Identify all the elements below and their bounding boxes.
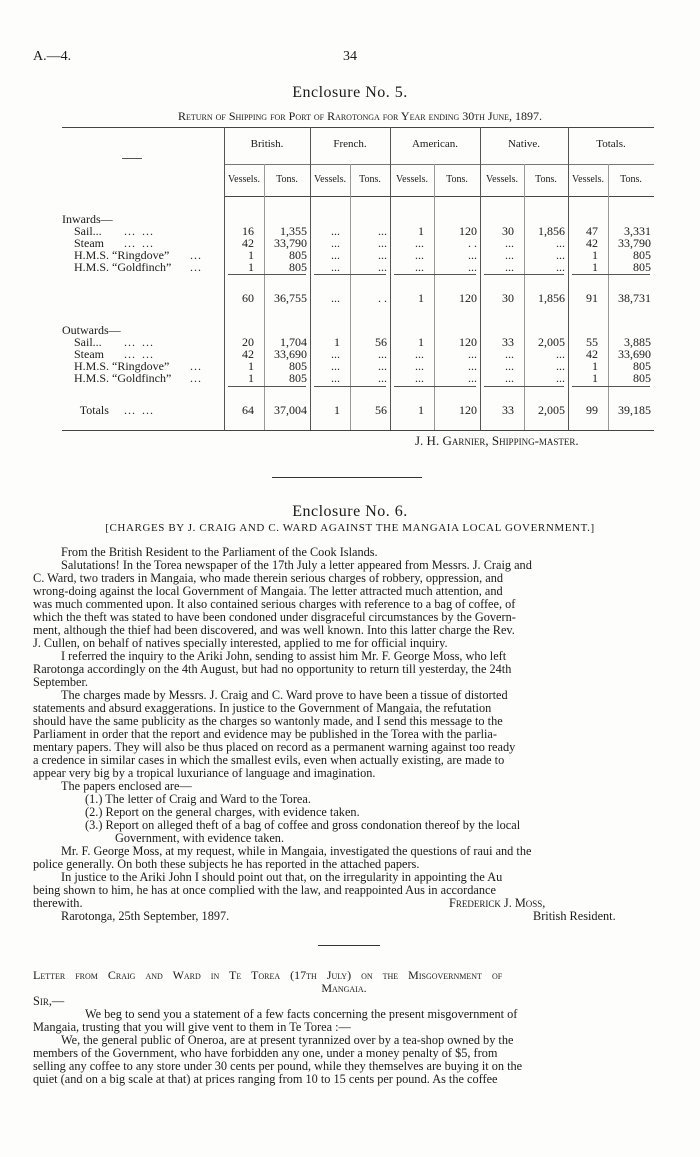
place-date-text: Rarotonga, 25th September, 1897. — [61, 910, 230, 923]
table-cell: 36,755 — [274, 291, 307, 305]
text-line: The papers enclosed are— — [61, 780, 192, 793]
table-cell: 60 — [242, 291, 254, 305]
subheader-vessels: Vessels. — [228, 174, 260, 185]
table-cell: ... — [505, 371, 514, 385]
table-cell: 1,856 — [538, 224, 565, 238]
sum-rule — [484, 274, 564, 275]
table-cell: 56 — [375, 403, 387, 417]
table-cell: ... — [556, 260, 565, 274]
return-title: Return of Shipping for Port of Rarotonga for Year ending 30th June, 1897. — [177, 109, 543, 123]
row-label: Steam — [62, 236, 104, 250]
table-cell: 120 — [459, 403, 477, 417]
table-subheader-rule — [224, 196, 654, 197]
table-cell: 1 — [418, 224, 424, 238]
subheader-vessels: Vessels. — [396, 174, 428, 185]
sum-rule — [314, 386, 386, 387]
leader-dots: ... — [190, 359, 202, 373]
leader-dots: ... ... — [124, 236, 154, 250]
leader-dots: ... — [190, 260, 202, 274]
table-cell: ... — [556, 248, 565, 262]
table-cell: 42 — [586, 236, 598, 250]
text-line: mentary papers. They will also be thus placed on record as a permanent warning against too ready — [33, 741, 516, 754]
table-cell: ... — [378, 371, 387, 385]
letter-heading: Mangaia. — [321, 982, 367, 995]
table-cell: 91 — [586, 291, 598, 305]
table-cell: ... — [331, 347, 340, 361]
column-group-header: British. — [250, 138, 284, 150]
text-line: Rarotonga accordingly on the 4th August, but had no opportunity to return till yesterday, the 24th — [33, 663, 512, 676]
table-cell: 2,005 — [538, 403, 565, 417]
text-line: being shown to him, he has at once complied with the law, and reappointed Aus in accordance — [33, 884, 496, 897]
table-cell: 1 — [248, 248, 254, 262]
table-cell: ... — [415, 347, 424, 361]
table-cell: ... — [378, 248, 387, 262]
shipping-master-signature: J. H. Garnier, Shipping-master. — [415, 433, 579, 448]
text-line: police generally. On both these subjects he has reported in the attached papers. — [33, 858, 420, 871]
table-cell: . . — [378, 291, 387, 305]
table-cell: 33,790 — [274, 236, 307, 250]
table-cell: 1,856 — [538, 291, 565, 305]
table-cell: 805 — [633, 248, 651, 262]
table-cell: 1 — [592, 260, 598, 274]
row-label: H.M.S. “Ringdove” — [62, 359, 170, 373]
table-cell: ... — [378, 347, 387, 361]
text-line: should have the same publicity as the charges so wantonly made, and I send this message to the — [33, 715, 503, 728]
table-cell: ... — [505, 236, 514, 250]
table-cell: ... — [378, 359, 387, 373]
table-cell: 33,690 — [274, 347, 307, 361]
table-cell: ... — [468, 359, 477, 373]
table-cell: ... — [378, 260, 387, 274]
column-group-header: French. — [333, 138, 367, 150]
table-cell: 1 — [418, 291, 424, 305]
leader-dots: ... ... — [124, 224, 154, 238]
subheader-vessels: Vessels. — [486, 174, 518, 185]
document-code: A.—4. — [33, 49, 72, 64]
text-line: wrong-doing against the local Government of Mangaia. The letter attracted much attention, and — [33, 585, 503, 598]
text-line: statements and absurd exaggerations. In justice to the Government of Mangaia, the refutation — [33, 702, 492, 715]
table-cell: 120 — [459, 335, 477, 349]
page-number: 34 — [343, 49, 357, 64]
table-cell: ... — [415, 260, 424, 274]
table-cell: 1,704 — [280, 335, 307, 349]
enclosure-5-title: Enclosure No. 5. — [292, 84, 408, 101]
subheader-tons: Tons. — [276, 174, 298, 185]
table-cell: 33,690 — [618, 347, 651, 361]
table-cell: 1 — [334, 335, 340, 349]
table-cell: 42 — [242, 347, 254, 361]
column-rule — [480, 127, 481, 430]
table-cell: 1 — [592, 371, 598, 385]
table-cell: ... — [505, 260, 514, 274]
table-cell: ... — [415, 248, 424, 262]
row-label: H.M.S. “Ringdove” — [62, 248, 170, 262]
text-line: J. Cullen, on behalf of natives specially interested, applied to me for official inquiry. — [33, 637, 448, 650]
table-cell: ... — [505, 248, 514, 262]
column-rule — [224, 127, 225, 430]
table-cell: ... — [556, 371, 565, 385]
list-item-line: (2.) Report on the general charges, with evidence taken. — [85, 806, 360, 819]
row-label: Steam — [62, 347, 104, 361]
subheader-tons: Tons. — [446, 174, 468, 185]
table-cell: ... — [468, 371, 477, 385]
table-cell: ... — [331, 224, 340, 238]
letter-body — [33, 969, 655, 1086]
stub-dash — [122, 158, 142, 159]
table-cell: 42 — [586, 347, 598, 361]
text-line: appear very big by a tropical luxuriance of language and imagination. — [33, 767, 376, 780]
text-line: C. Ward, two traders in Mangaia, who made therein serious charges of robbery, oppression, and — [33, 572, 504, 585]
resident-title: British Resident. — [533, 910, 616, 923]
table-bottom-rule — [62, 430, 654, 431]
row-label: Totals — [62, 403, 109, 417]
table-cell: . . — [468, 236, 477, 250]
text-line: I referred the inquiry to the Ariki John, sending to assist him Mr. F. George Moss, who left — [61, 650, 507, 663]
list-item-line: (1.) The letter of Craig and Ward to the Torea. — [85, 793, 311, 806]
table-cell: 805 — [633, 371, 651, 385]
table-cell: 805 — [633, 359, 651, 373]
sum-rule — [572, 386, 650, 387]
sum-rule — [314, 274, 386, 275]
text-line: We beg to send you a statement of a few facts concerning the present misgovernment of — [85, 1008, 518, 1021]
table-cell: 47 — [586, 224, 598, 238]
table-cell: 1 — [334, 403, 340, 417]
table-cell: 1 — [248, 371, 254, 385]
table-cell: ... — [556, 347, 565, 361]
table-cell: 3,331 — [624, 224, 651, 238]
table-cell: ... — [331, 359, 340, 373]
text-line: In justice to the Ariki John I should point out that, on the irregularity in appointing the Au — [61, 871, 503, 884]
table-cell: 37,004 — [274, 403, 307, 417]
column-group-header: Native. — [507, 138, 541, 150]
text-line: selling any coffee to any store under 30 cents per pound, while they themselves are buying it on the — [33, 1060, 523, 1073]
table-cell: ... — [468, 347, 477, 361]
sum-rule — [484, 386, 564, 387]
table-cell: 39,185 — [618, 403, 651, 417]
leader-dots: ... — [190, 248, 202, 262]
table-header-rule — [224, 164, 654, 165]
leader-dots: ... ... — [124, 403, 154, 417]
list-item-line: Government, with evidence taken. — [115, 832, 285, 845]
text-line: ment, although the thief had been discovered, and was well known. Into this latter charge the Rev. — [33, 624, 515, 637]
table-cell: 1 — [248, 359, 254, 373]
table-cell: ... — [468, 260, 477, 274]
table-cell: ... — [331, 371, 340, 385]
text-line: a credence in similar cases in which the smallest evils, even when actually existing, are made to — [33, 754, 505, 767]
subtotal-row — [62, 292, 654, 304]
table-cell: ... — [331, 236, 340, 250]
text-line: which the theft was stated to have been condoned under disgraceful circumstances by the Govern- — [33, 611, 516, 624]
table-cell: 20 — [242, 335, 254, 349]
table-cell: ... — [378, 224, 387, 238]
table-cell: ... — [415, 359, 424, 373]
table-cell: 2,005 — [538, 335, 565, 349]
text-line: was much commented upon. It also contained serious charges with reference to a bag of coffee, of — [33, 598, 516, 611]
list-item-line: (3.) Report on alleged theft of a bag of coffee and gross condonation thereof by the local — [85, 819, 521, 832]
enclosure-6-body — [33, 546, 655, 923]
table-cell: 1 — [418, 403, 424, 417]
totals-row — [62, 404, 654, 416]
row-label: H.M.S. “Goldfinch” — [62, 371, 172, 385]
text-line: therewith. Frederick J. Moss, — [33, 897, 546, 910]
text-line: From the British Resident to the Parliament of the Cook Islands. — [61, 546, 378, 559]
resident-signature: Frederick J. Moss, — [449, 897, 546, 910]
short-divider — [318, 945, 380, 946]
table-cell: ... — [468, 248, 477, 262]
letter-salutation: Sir,— — [33, 995, 65, 1008]
text-line: Parliament in order that the report and evidence may be published in the Torea with the parlia- — [33, 728, 497, 741]
subheader-vessels: Vessels. — [314, 174, 346, 185]
table-cell: 1 — [592, 359, 598, 373]
table-cell: 805 — [289, 248, 307, 262]
leader-dots: ... — [190, 371, 202, 385]
letter-heading: Letter from Craig and Ward in Te Torea (17th July) on the Misgovernment of — [33, 969, 503, 982]
text-line: members of the Government, who have forbidden any one, under a money penalty of $5, from — [33, 1047, 498, 1060]
table-cell: 55 — [586, 335, 598, 349]
text-line: Salutations! In the Torea newspaper of the 17th July a letter appeared from Messrs. J. Craig and — [61, 559, 532, 572]
table-cell: ... — [415, 371, 424, 385]
text-line: September. — [33, 676, 88, 689]
table-cell: ... — [415, 236, 424, 250]
subheader-tons: Tons. — [620, 174, 642, 185]
table-cell: 1,355 — [280, 224, 307, 238]
column-rule — [568, 127, 569, 430]
row-label: Sail... — [62, 335, 102, 349]
column-group-header: American. — [411, 138, 459, 150]
table-cell: 120 — [459, 291, 477, 305]
table-cell: 38,731 — [618, 291, 651, 305]
text-line: Mangaia, trusting that you will give vent to them in Te Torea :— — [33, 1021, 351, 1034]
table-cell: 805 — [633, 260, 651, 274]
subheader-vessels: Vessels. — [572, 174, 604, 185]
table-cell: 33 — [502, 335, 514, 349]
enclosure-6-title: Enclosure No. 6. — [292, 503, 408, 520]
enclosure-6-subtitle: [CHARGES BY J. CRAIG AND C. WARD AGAINST THE MANGAIA LOCAL GOVERNMENT.] — [105, 522, 595, 534]
sum-rule — [572, 274, 650, 275]
row-label: Sail... — [62, 224, 102, 238]
text-line: quiet (and on a big scale at that) at prices ranging from 10 to 15 cents per pound. As the coffee — [33, 1073, 498, 1086]
section-divider — [272, 477, 422, 478]
column-group-header: Totals. — [596, 138, 626, 150]
table-cell: 1 — [592, 248, 598, 262]
table-cell: 805 — [289, 359, 307, 373]
table-cell: ... — [556, 236, 565, 250]
table-cell: 33,790 — [618, 236, 651, 250]
table-row — [62, 261, 654, 273]
table-cell: 805 — [289, 371, 307, 385]
column-rule — [390, 127, 391, 430]
text-line: Mr. F. George Moss, at my request, while in Mangaia, investigated the questions of raui and the — [61, 845, 532, 858]
table-cell: 3,885 — [624, 335, 651, 349]
table-cell: 1 — [418, 335, 424, 349]
table-cell: ... — [331, 248, 340, 262]
sum-rule — [394, 386, 476, 387]
table-cell: ... — [331, 260, 340, 274]
place-date — [33, 910, 655, 923]
subheader-tons: Tons. — [535, 174, 557, 185]
table-cell: 16 — [242, 224, 254, 238]
table-cell: ... — [378, 236, 387, 250]
text-line: The charges made by Messrs. J. Craig and C. Ward prove to have been a tissue of distorted — [61, 689, 508, 702]
table-cell: ... — [505, 359, 514, 373]
table-cell: 30 — [502, 224, 514, 238]
sum-rule — [228, 386, 306, 387]
table-top-rule — [62, 127, 654, 128]
table-cell: ... — [556, 359, 565, 373]
row-label: Inwards— — [62, 212, 113, 226]
table-cell: 64 — [242, 403, 254, 417]
subheader-tons: Tons. — [359, 174, 381, 185]
table-cell: 99 — [586, 403, 598, 417]
leader-dots: ... ... — [124, 335, 154, 349]
table-cell: 805 — [289, 260, 307, 274]
table-cell: 42 — [242, 236, 254, 250]
column-rule — [310, 127, 311, 430]
text-line: We, the general public of Oneroa, are at present tyrannized over by a tea-shop owned by the — [61, 1034, 514, 1047]
table-cell: 30 — [502, 291, 514, 305]
sum-rule — [394, 274, 476, 275]
row-label: Outwards— — [62, 323, 121, 337]
table-cell: ... — [505, 347, 514, 361]
table-cell: 56 — [375, 335, 387, 349]
sum-rule — [228, 274, 306, 275]
table-cell: 33 — [502, 403, 514, 417]
leader-dots: ... ... — [124, 347, 154, 361]
table-row — [62, 372, 654, 384]
table-cell: 1 — [248, 260, 254, 274]
table-cell: ... — [331, 291, 340, 305]
shipping-table — [62, 127, 654, 437]
table-cell: 120 — [459, 224, 477, 238]
row-label: H.M.S. “Goldfinch” — [62, 260, 172, 274]
